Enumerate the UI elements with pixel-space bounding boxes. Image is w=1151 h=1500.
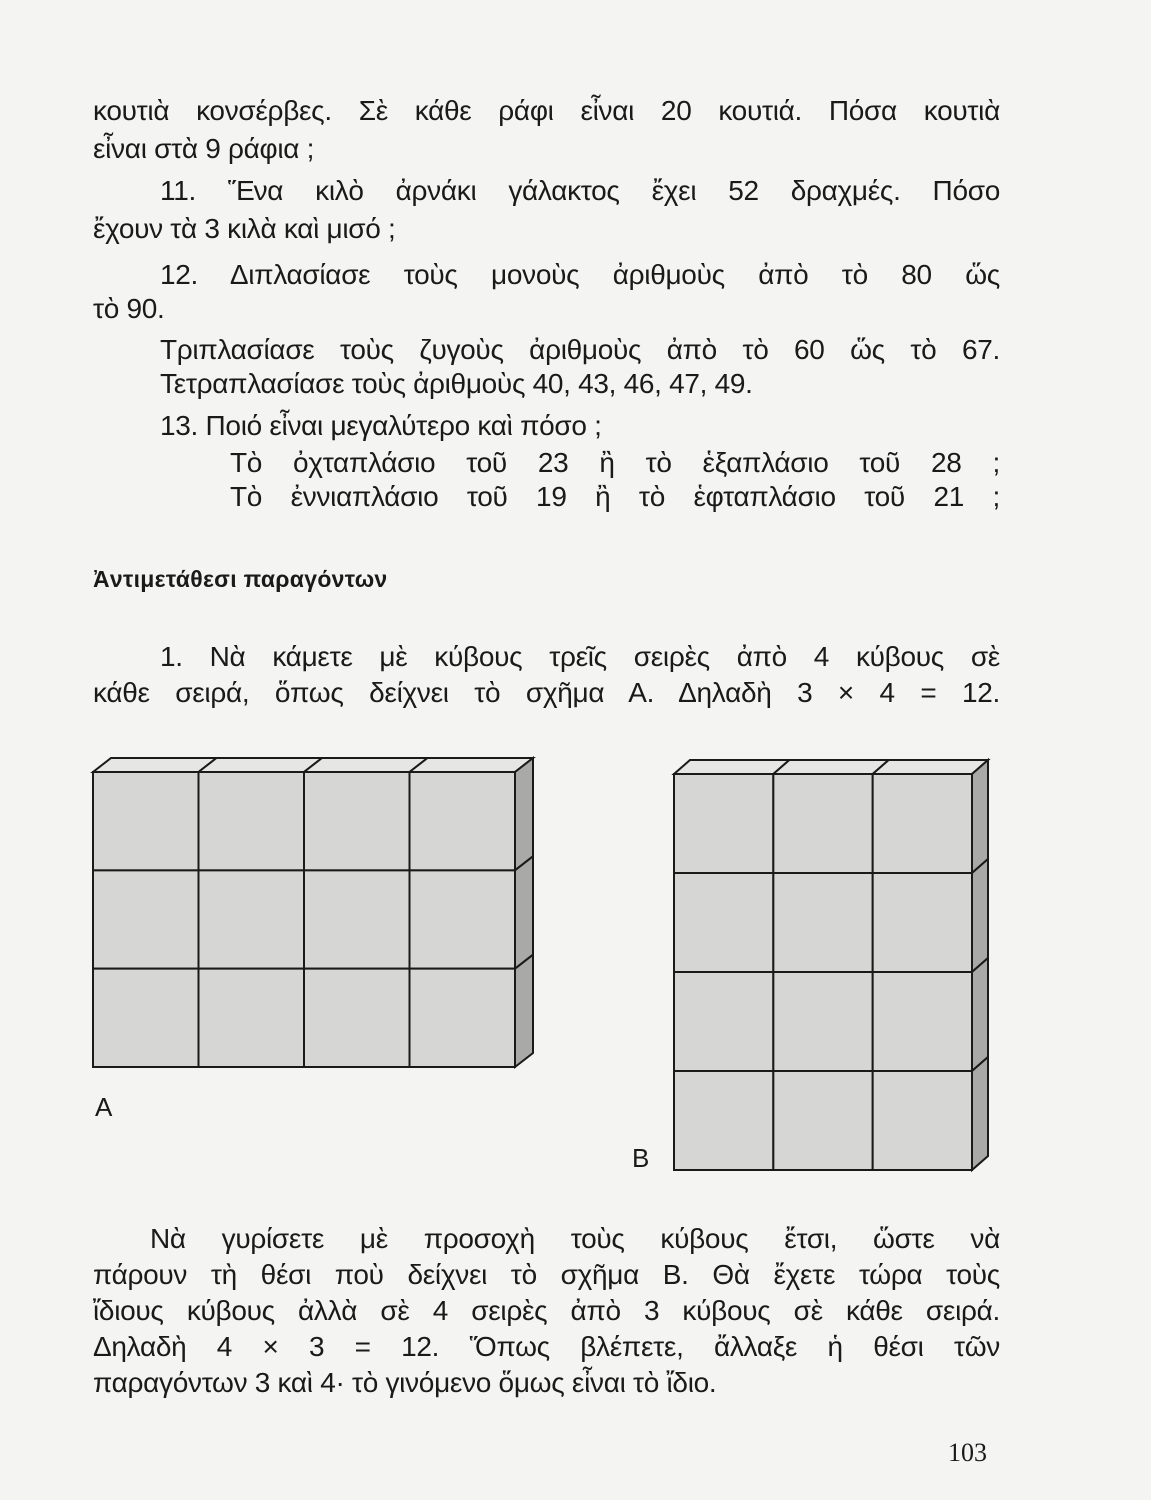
text-line: Νὰ γυρίσετε μὲ προσοχὴ τοὺς κύβους ἔτσι, ὥστε νὰ: [150, 1223, 1000, 1254]
cube-front-face: [304, 772, 410, 870]
text-line: 1. Νὰ κάμετε μὲ κύβους τρεῖς σειρὲς ἀπὸ 4 κύβους σὲ: [160, 641, 1000, 672]
text-line: ἴδιους κύβους ἀλλὰ σὲ 4 σειρὲς ἀπὸ 3 κύβους σὲ κάθε σειρά.: [93, 1295, 1000, 1326]
cube-front-face: [304, 969, 410, 1067]
cube-front-face: [773, 774, 872, 873]
text-line: Τὸ ὀχταπλάσιο τοῦ 23 ἢ τὸ ἑξαπλάσιο τοῦ 28 ;: [230, 447, 1000, 478]
figure-a-label: Α: [95, 1092, 113, 1122]
cube-front-face: [93, 870, 199, 968]
text-line: παραγόντων 3 καὶ 4· τὸ γινόμενο ὅμως εἶναι τὸ ἴδιο.: [93, 1367, 717, 1398]
cube-front-face: [304, 870, 410, 968]
cube-side-face: [972, 859, 988, 972]
cube-top-face: [93, 758, 217, 772]
cube-top-face: [304, 758, 428, 772]
cube-front-face: [674, 1071, 773, 1170]
text-line: κάθε σειρά, ὅπως δείχνει τὸ σχῆμα Α. Δηλαδὴ 3 × 4 = 12.: [93, 677, 1000, 708]
cube-front-face: [773, 972, 872, 1071]
cube-side-face: [972, 760, 988, 873]
figure-b-label: Β: [632, 1143, 650, 1173]
cube-front-face: [674, 873, 773, 972]
cube-front-face: [410, 772, 516, 870]
exercise-11: 11. Ἕνα κιλὸ ἀρνάκι γάλακτος ἔχει 52 δραχμές. Πόσο: [160, 175, 1000, 206]
cube-front-face: [93, 772, 199, 870]
cube-side-face: [515, 955, 533, 1067]
cube-front-face: [773, 873, 872, 972]
exercise-12: 12. Διπλασίασε τοὺς μονοὺς ἀριθμοὺς ἀπὸ τὸ 80 ὥς: [160, 259, 1000, 290]
cube-top-face: [873, 760, 988, 774]
cube-front-face: [199, 772, 305, 870]
cube-top-face: [410, 758, 534, 772]
text-line: τὸ 90.: [93, 293, 165, 324]
cube-side-face: [972, 958, 988, 1071]
cube-front-face: [199, 870, 305, 968]
page-number: 103: [948, 1438, 987, 1467]
cube-front-face: [873, 873, 972, 972]
cube-front-face: [410, 969, 516, 1067]
text-line: πάρουν τὴ θέσι ποὺ δείχνει τὸ σχῆμα Β. Θὰ ἔχετε τώρα τοὺς: [93, 1259, 1000, 1290]
text-line: Τετραπλασίασε τοὺς ἀριθμοὺς 40, 43, 46, 47, 49.: [160, 368, 753, 399]
cube-top-face: [674, 760, 789, 774]
cube-front-face: [773, 1071, 872, 1170]
text-line: κουτιὰ κονσέρβες. Σὲ κάθε ράφι εἶναι 20 κουτιά. Πόσα κουτιὰ: [93, 95, 1000, 126]
section-heading: Ἀντιμετάθεσι παραγόντων: [93, 566, 388, 592]
cube-front-face: [873, 774, 972, 873]
cube-side-face: [515, 758, 533, 870]
cube-front-face: [93, 969, 199, 1067]
text-line: ἔχουν τὰ 3 κιλὰ καὶ μισό ;: [93, 213, 396, 244]
text-line: εἶναι στὰ 9 ράφια ;: [93, 133, 315, 164]
text-line: Τὸ ἐννιαπλάσιο τοῦ 19 ἢ τὸ ἑφταπλάσιο τοῦ 21 ;: [230, 481, 1000, 512]
cube-top-face: [199, 758, 323, 772]
cube-side-face: [515, 856, 533, 968]
text-line: Δηλαδὴ 4 × 3 = 12. Ὅπως βλέπετε, ἄλλαξε ἡ θέσι τῶν: [93, 1331, 1000, 1362]
cube-front-face: [674, 972, 773, 1071]
cube-front-face: [410, 870, 516, 968]
cube-front-face: [674, 774, 773, 873]
cube-front-face: [873, 1071, 972, 1170]
text-line: Τριπλασίασε τοὺς ζυγοὺς ἀριθμοὺς ἀπὸ τὸ 60 ὥς τὸ 67.: [160, 334, 1000, 365]
exercise-13: 13. Ποιό εἶναι μεγαλύτερο καὶ πόσο ;: [160, 410, 602, 441]
cube-side-face: [972, 1057, 988, 1170]
cube-front-face: [199, 969, 305, 1067]
cube-front-face: [873, 972, 972, 1071]
cube-top-face: [773, 760, 888, 774]
